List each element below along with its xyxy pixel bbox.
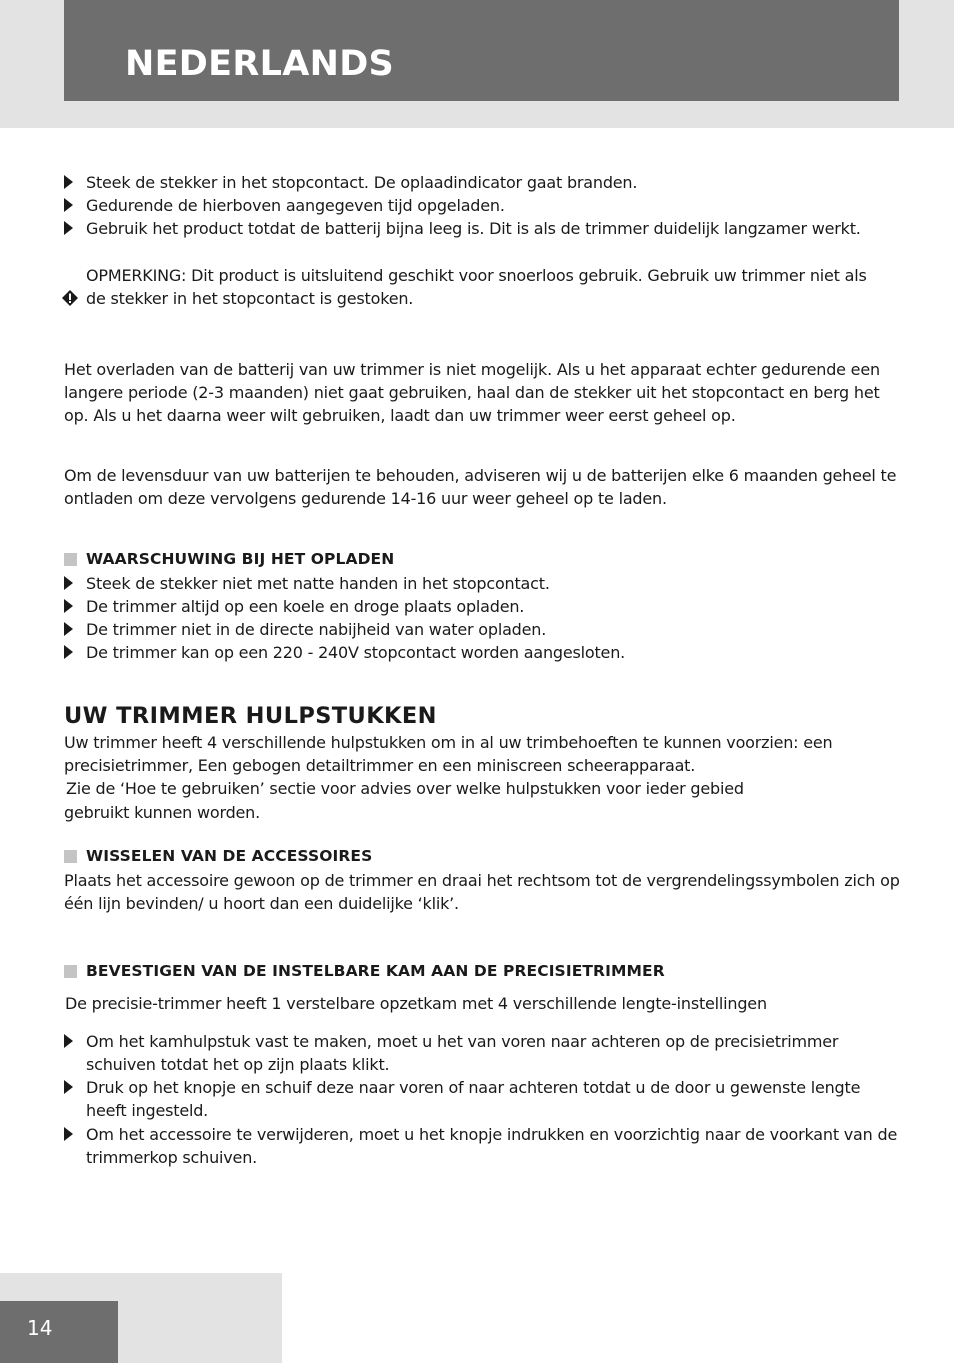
comb-heading: BEVESTIGEN VAN DE INSTELBARE KAM AAN DE PRECISIETRIMMER bbox=[86, 962, 665, 980]
section-square-icon bbox=[64, 850, 77, 863]
page-number: 14 bbox=[27, 1316, 53, 1340]
warning-heading: WAARSCHUWING BIJ HET OPLADEN bbox=[86, 550, 395, 568]
bullet-arrow-icon bbox=[64, 221, 73, 235]
warning-item: Steek de stekker niet met natte handen in het stopcontact. bbox=[86, 574, 550, 593]
bullet-arrow-icon bbox=[64, 645, 73, 659]
bullet-arrow-icon bbox=[64, 1080, 73, 1094]
bullet-arrow-icon bbox=[64, 1034, 73, 1048]
bullet-arrow-icon bbox=[64, 599, 73, 613]
header-bar bbox=[64, 0, 899, 101]
changing-heading: WISSELEN VAN DE ACCESSOIRES bbox=[86, 847, 373, 865]
section-square-icon bbox=[64, 965, 77, 978]
overcharge-paragraph: Het overladen van de batterij van uw trimmer is niet mogelijk. Als u het apparaat echter gedurende een langere periode (2-3 maanden) niet gaat gebruiken, haal dan de stekker uit het stopcontact en berg het op. Als u het daarna weer wilt gebruiken, laadt dan uw trimmer weer eerst geheel op. bbox=[64, 360, 880, 426]
bullet-arrow-icon bbox=[64, 622, 73, 636]
note-line: OPMERKING: Dit product is uitsluitend geschikt voor snoerloos gebruik. Gebruik uw trimmer niet als bbox=[86, 266, 867, 285]
charging-step: Steek de stekker in het stopcontact. De oplaadindicator gaat branden. bbox=[86, 173, 638, 192]
comb-step: Om het kamhulpstuk vast te maken, moet u het van voren naar achteren op de precisietrimmer schuiven totdat het op zijn plaats klikt. bbox=[86, 1032, 839, 1075]
warning-icon bbox=[61, 289, 79, 307]
attachments-advice-line: Zie de ‘Hoe te gebruiken’ sectie voor advies over welke hulpstukken voor ieder gebied bbox=[66, 779, 744, 798]
attachments-intro: Uw trimmer heeft 4 verschillende hulpstukken om in al uw trimbehoeften te kunnen voorzien: een precisietrimmer, Een gebogen detailtrimmer en een miniscreen scheerapparaat. bbox=[64, 733, 833, 776]
bullet-arrow-icon bbox=[64, 175, 73, 189]
section-square-icon bbox=[64, 553, 77, 566]
attachments-advice-line: gebruikt kunnen worden. bbox=[64, 803, 261, 822]
bullet-arrow-icon bbox=[64, 1127, 73, 1141]
warning-item: De trimmer altijd op een koele en droge plaats opladen. bbox=[86, 597, 525, 616]
attachments-heading: UW TRIMMER HULPSTUKKEN bbox=[64, 703, 437, 729]
comb-step: Druk op het knopje en schuif deze naar voren of naar achteren totdat u de door u gewenste lengte heeft ingesteld. bbox=[86, 1078, 861, 1121]
battery-life-paragraph: Om de levensduur van uw batterijen te behouden, adviseren wij u de batterijen elke 6 maanden geheel te ontladen om deze vervolgens gedurende 14-16 uur weer geheel op te laden. bbox=[64, 466, 897, 509]
warning-item: De trimmer kan op een 220 - 240V stopcontact worden aangesloten. bbox=[86, 643, 626, 662]
changing-text: Plaats het accessoire gewoon op de trimmer en draai het rechtsom tot de vergrendelingssymbolen zich op één lijn bevinden/ u hoort dan een duidelijke ‘klik’. bbox=[64, 871, 900, 914]
note-line: de stekker in het stopcontact is gestoken. bbox=[86, 289, 414, 308]
bullet-arrow-icon bbox=[64, 576, 73, 590]
comb-step: Om het accessoire te verwijderen, moet u het knopje indrukken en voorzichtig naar de voorkant van de trimmerkop schuiven. bbox=[86, 1125, 898, 1168]
bullet-arrow-icon bbox=[64, 198, 73, 212]
charging-step: Gebruik het product totdat de batterij bijna leeg is. Dit is als de trimmer duidelijk langzamer werkt. bbox=[86, 219, 861, 238]
charging-step: Gedurende de hierboven aangegeven tijd opgeladen. bbox=[86, 196, 505, 215]
warning-item: De trimmer niet in de directe nabijheid van water opladen. bbox=[86, 620, 547, 639]
comb-intro: De precisie-trimmer heeft 1 verstelbare opzetkam met 4 verschillende lengte-instellingen bbox=[65, 994, 767, 1013]
page-number-box bbox=[0, 1301, 118, 1363]
page-title: NEDERLANDS bbox=[125, 44, 395, 84]
